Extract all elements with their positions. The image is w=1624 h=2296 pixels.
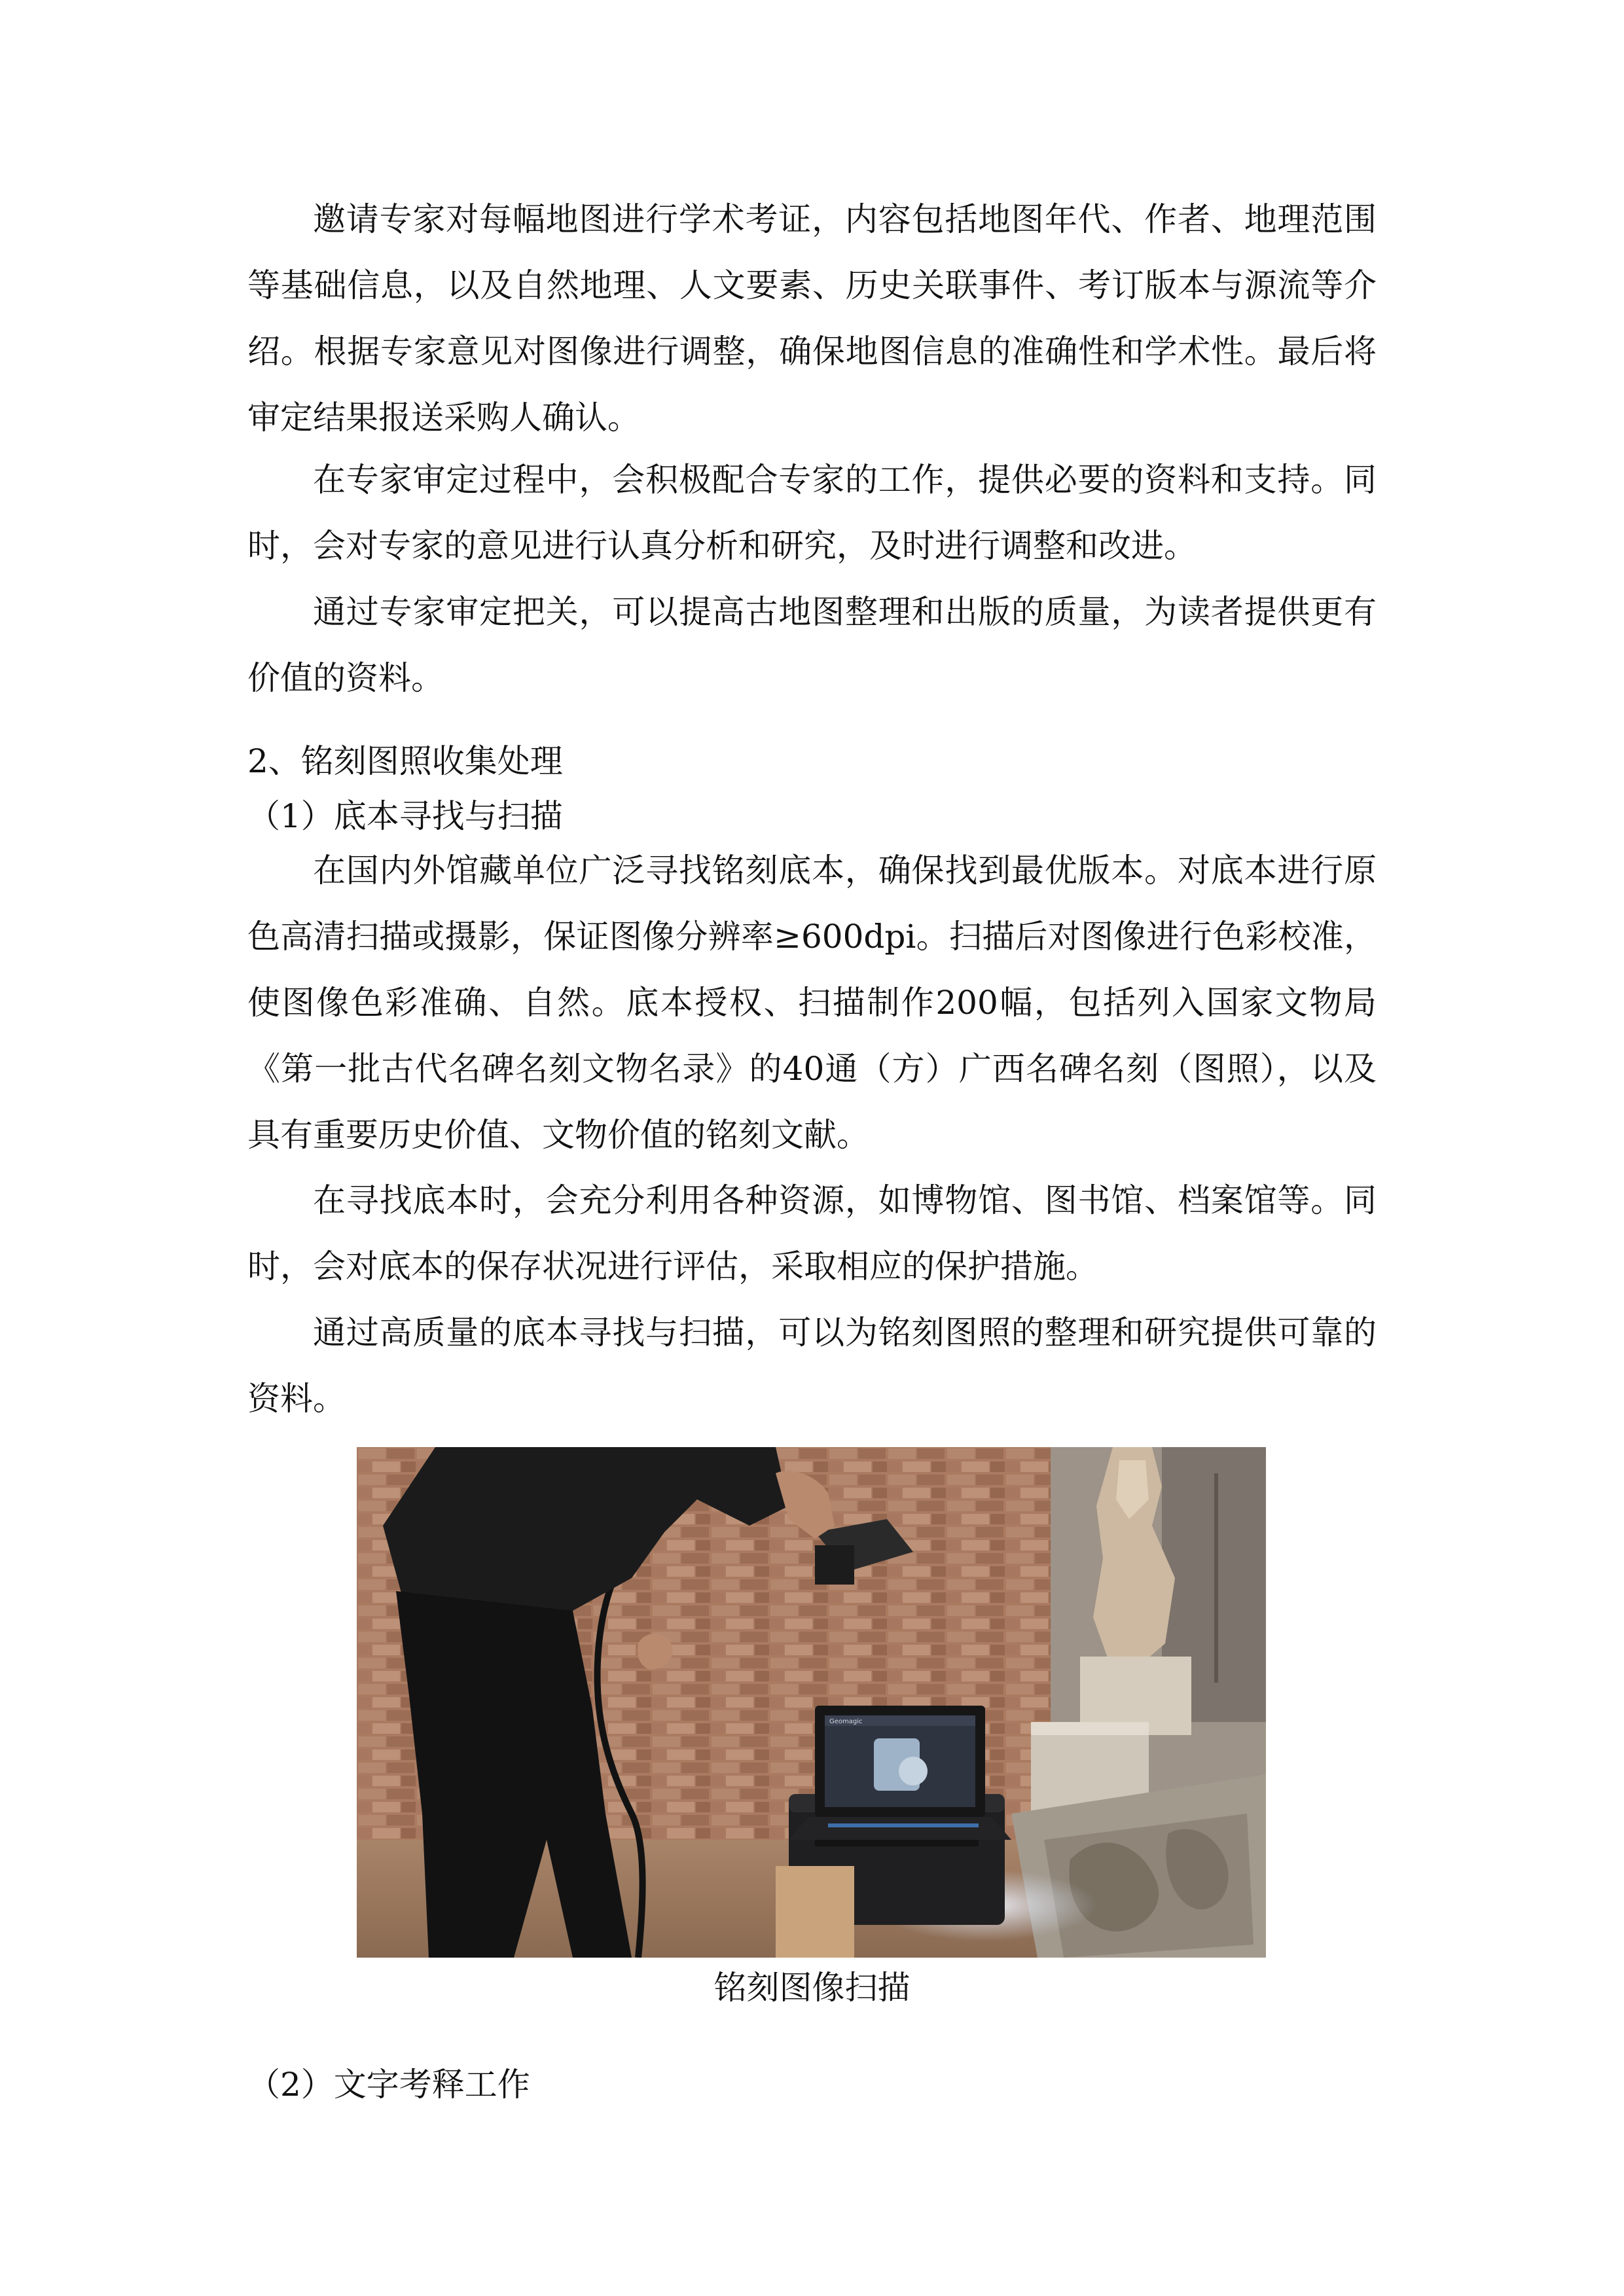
inscription-scanning-photo	[357, 1447, 1266, 1958]
laptop-screen-text: Geomagic	[829, 1718, 863, 1725]
paragraph-quality: 通过专家审定把关，可以提高古地图整理和出版的质量，为读者提供更有价值的资料。	[247, 593, 1377, 697]
paragraph-expert-cooperation: 在专家审定过程中，会积极配合专家的工作，提供必要的资料和支持。同时，会对专家的意见进行认真分析和研究，及时进行调整和改进。	[247, 461, 1377, 565]
section-heading: 2、铭刻图照收集处理	[247, 742, 563, 780]
subsection-heading-2: （2）文字考释工作	[247, 2066, 530, 2104]
paragraph-source-search: 在寻找底本时，会充分利用各种资源，如博物馆、图书馆、档案馆等。同时，会对底本的保存状况进行评估，采取相应的保护措施。	[247, 1181, 1377, 1285]
figure-caption: 铭刻图像扫描	[713, 1969, 911, 2007]
paragraph-high-quality: 通过高质量的底本寻找与扫描，可以为铭刻图照的整理和研究提供可靠的资料。	[247, 1314, 1377, 1418]
paragraph-source-scanning: 在国内外馆藏单位广泛寻找铭刻底本，确保找到最优版本。对底本进行原色高清扫描或摄影，保证图像分辨率≥600dpi。扫描后对图像进行色彩校准，使图像色彩准确、自然。底本授权、扫描制作200幅，包括列入国家文物局《第一批古代名碑名刻文物名录》的40通（方）广西名碑名刻（图照），以及具有重要历史价值、文物价值的铭刻文献。	[247, 852, 1377, 1154]
subsection-heading-1: （1）底本寻找与扫描	[247, 797, 563, 835]
paragraph-expert-review: 邀请专家对每幅地图进行学术考证，内容包括地图年代、作者、地理范围等基础信息，以及自然地理、人文要素、历史关联事件、考订版本与源流等介绍。根据专家意见对图像进行调整，确保地图信息的准确性和学术性。最后将审定结果报送采购人确认。	[247, 200, 1377, 437]
